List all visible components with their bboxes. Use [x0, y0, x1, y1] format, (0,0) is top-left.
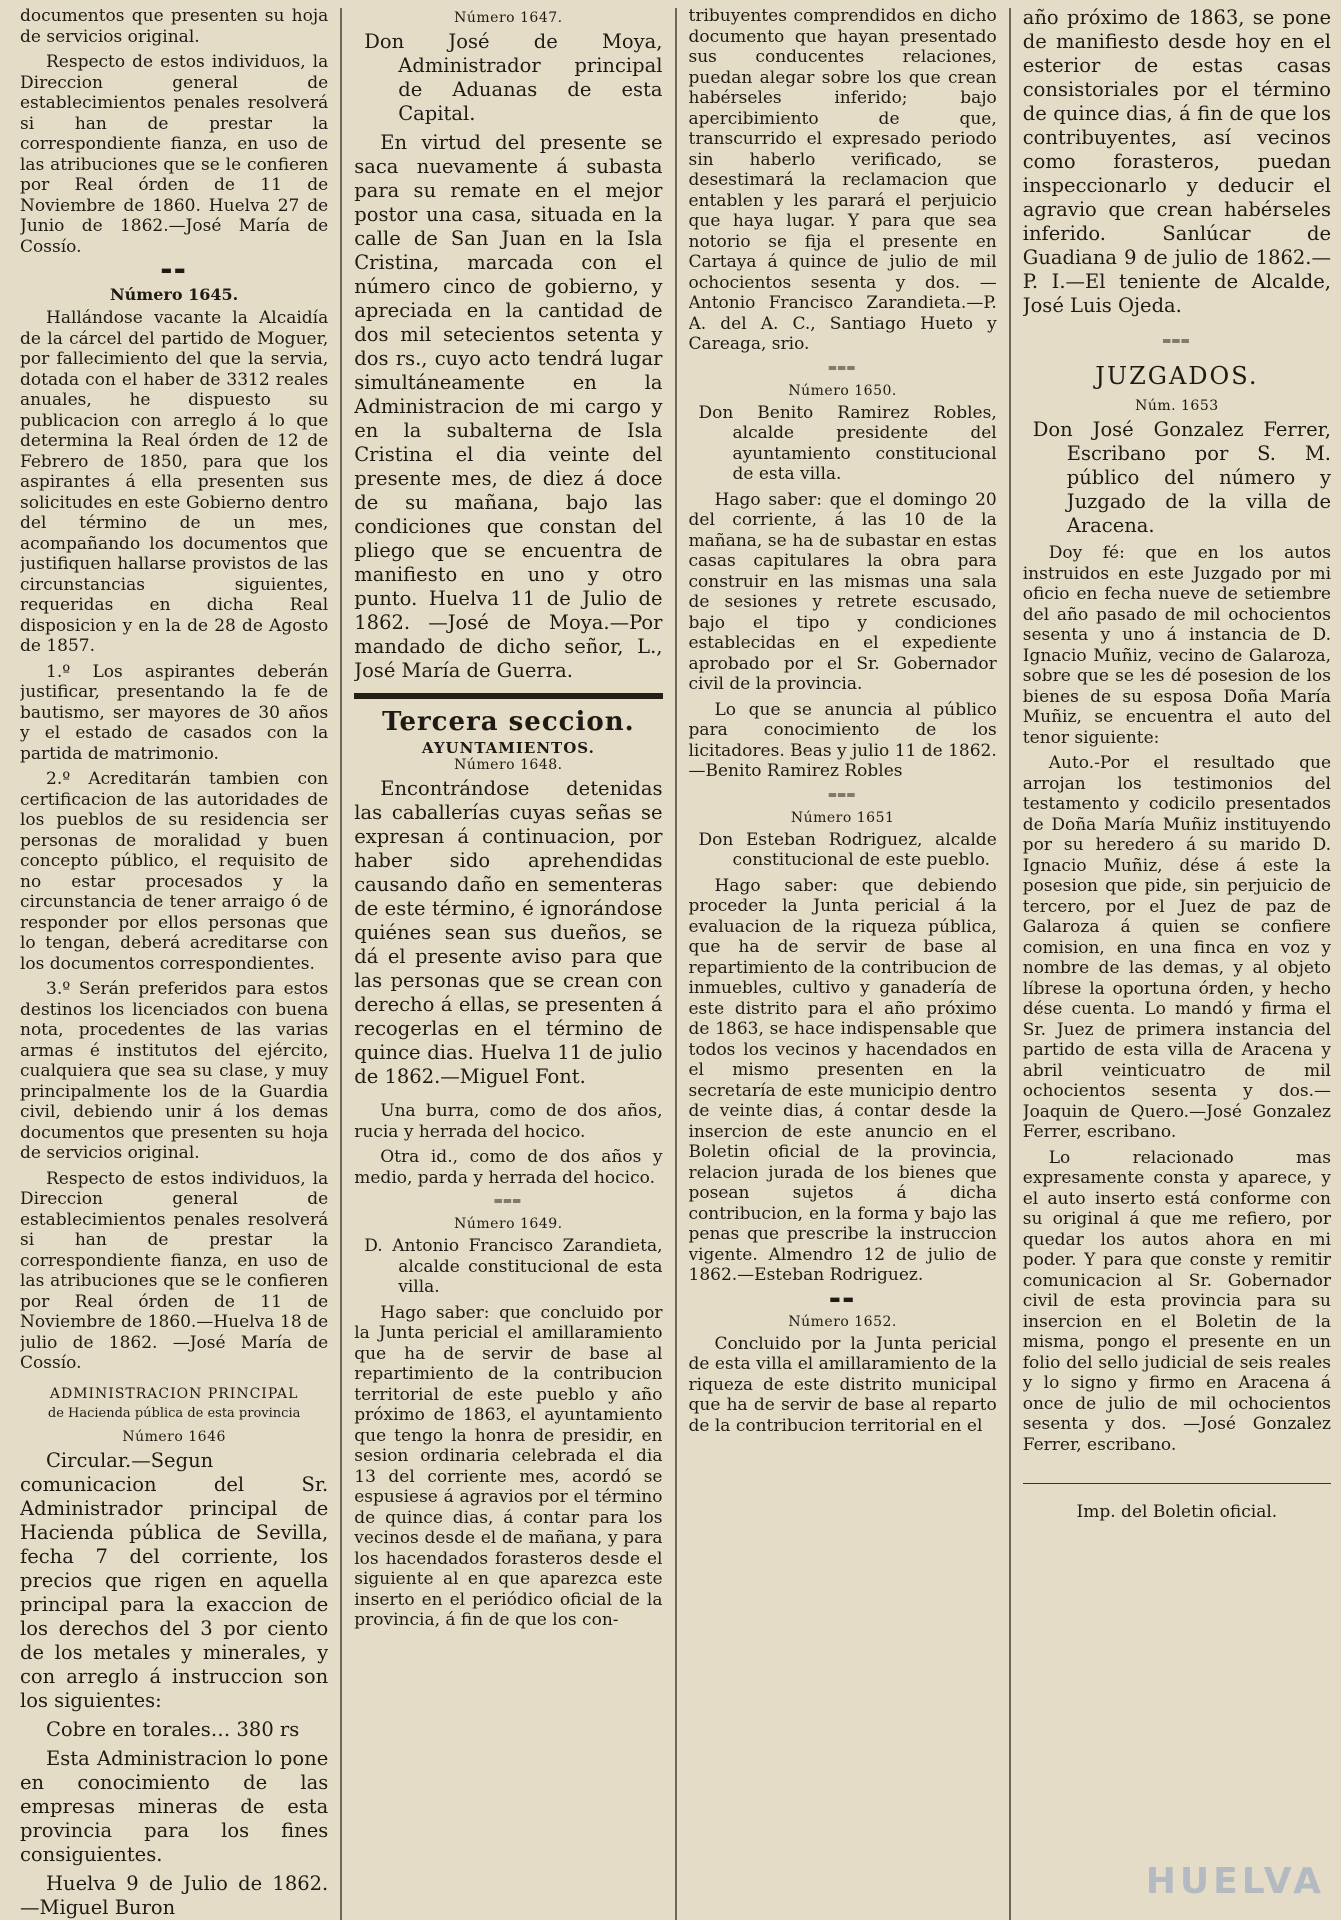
notice-1646-closing: Esta Administracion lo pone en conocimiento de las empresas mineras de esta provincia para los fines consiguientes. [20, 1746, 329, 1866]
notice-1645-item-2: 2.º Acreditarán tambien con certificacion de las autoridades de los pueblos de su residencia ser personas de moralidad y buen concepto público, el requisito de no estar procesados y la circunstancia de tener arraigo ó de responder por ellos personas que lo tengan, deberá acreditarse con los documentos correspondientes. [20, 769, 329, 974]
notice-1653-body: Doy fé: que en los autos instruidos en este Juzgado por mi oficio en fecha nueve de setiembre del año pasado de mil ochocientos sesenta y uno á instancia de D. Ignacio Muñiz, vecino de Galaroza, sobre que se les dé posesion de los bienes de su esposa Doña María Muñiz, se encuentra el auto del tenor siguiente: [1022, 543, 1331, 748]
notice-1645-item-1: 1.º Los aspirantes deberán justificar, presentando la fe de bautismo, ser mayores de 30 años y el estado de casados con la partida de matrimonio. [20, 661, 329, 764]
notice-1651-heading: Don Esteban Rodriguez, alcalde constitucional de este pueblo. [698, 829, 997, 870]
notice-number-1650: Número 1650. [788, 382, 897, 399]
notice-number-1653: Núm. 1653 [1135, 398, 1219, 414]
separator: ▬▬ [160, 263, 188, 277]
notice-number-1648: Número 1648. [454, 757, 563, 773]
notice-1645-item-3: 3.º Serán preferidos para estos destinos los licenciados con buena nota, procedentes de las varias armas é institutos del ejército, cualquiera que sea su clase, y muy principalmente los de la Guardia civil, debiendo unir á los demas documentos que presenten su hoja de servicios original. [20, 979, 329, 1163]
notice-1651-body: Hago saber: que debiendo proceder la Junta pericial á la evaluacion de la riqueza pública, que ha de servir de base al repartimiento de la contribucion de inmuebles, cultivo y ganadería de este distrito para el año próximo de 1863, se hace indispensable que todos los vecinos y hacendados en el mismo presenten en la secretaría de este municipio dentro de veinte dias, á contar desde la insercion de este anuncio en el Boletin oficial de la provincia, relacion jurada de los bienes que posean sujetos á dicha contribucion, en la forma y bajo las penas que prescribe la instruccion vigente. Almendro 12 de julio de 1862.—Esteban Rodriguez. [688, 875, 997, 1285]
separator: ═══ [494, 1194, 523, 1208]
column-rule [1009, 8, 1011, 1920]
juzgados-title: JUZGADOS. [1095, 362, 1259, 390]
admin-heading: ADMINISTRACION PRINCIPAL [49, 1385, 299, 1402]
archive-watermark: HUELVA [1145, 1861, 1325, 1902]
notice-1649-heading: D. Antonio Francisco Zarandieta, alcalde constitucional de esta villa. [364, 1236, 663, 1297]
notice-1648-item-burra: Una burra, como de dos años, rucia y herrada del hocico. [354, 1101, 663, 1142]
notice-1645-body: Hallándose vacante la Alcaidía de la cárcel del partido de Moguer, por fallecimiento del que la servia, dotada con el haber de 3312 reales anuales, he dispuesto su publicacion con arreglo á lo que determina la Real órden de 12 de Febrero de 1850, para que los aspirantes á ella presenten sus solicitudes en este Gobierno dentro del término de un mes, acompañando los documentos que justifiquen hallarse provistos de las circunstancias siguientes, requeridas en dicha Real disposicion y en la de 28 de Agosto de 1857. [20, 308, 329, 656]
notice-number-1649: Número 1649. [454, 1216, 563, 1232]
notice-1652-continuation: año próximo de 1863, se pone de manifiesto desde hoy en el esterior de estas casas consistoriales por el término de quince dias, á fin de que los contribuyentes, así vecinos como forasteros, puedan inspeccionarlo y deducir el agravio que crean habérseles inferido. Sanlúcar de Guadiana 9 de julio de 1862.— P. I.—El teniente de Alcalde, José Luis Ojeda. [1022, 6, 1331, 317]
notice-1653-heading: Don José Gonzalez Ferrer, Escribano por S. M. público del número y Juzgado de la villa de Aracena. [1032, 418, 1331, 537]
admin-subheading: de Hacienda pública de esta provincia [47, 1405, 301, 1421]
notice-number-1646: Número 1646 [122, 1428, 226, 1445]
separator: ═══ [828, 360, 857, 375]
notice-1647-body: En virtud del presente se saca nuevamente á subasta para su remate en el mejor postor una casa, situada en la calle de San Juan en la Isla Cristina, marcada con el número cinco de gobierno, y apreciada en la cantidad de dos mil setecientos setenta y dos rs., cuyo acto tendrá lugar simultáneamente en la Administracion de mi cargo y en la subalterna de Isla Cristina el dia veinte del presente mes, de diez á doce de su mañana, bajo las condiciones que constan del pliego que se encuentra de manifiesto en uno y otro punto. Huelva 11 de Julio de 1862. —José de Moya.—Por mandado de dicho señor, L., José María de Guerra. [354, 131, 663, 682]
paragraph-respecto-1: Respecto de estos individuos, la Direccion general de establecimientos penales resolverá si han de prestar la correspondiente fianza, en uso de las atribuciones que se le confieren por Real órden de 11 de Noviembre de 1860. Huelva 27 de Junio de 1862.—José María de Cossío. [20, 52, 329, 257]
section-header [354, 693, 662, 757]
notice-1649-continuation: tribuyentes comprendidos en dicho documento que hayan presentado sus conducentes relaciones, puedan alegar sobre los que crean habérseles inferido; bajo apercibimiento de que, transcurrido el expresado periodo sin haberlo verificado, se desestimará la reclamacion que entablen y les parará el perjuicio que haya lugar. Y para que sea notorio se fija el presente en Cartaya á quince de julio de mil ochocientos sesenta y dos. —Antonio Francisco Zarandieta.—P. A. del A. C., Santiago Hueto y Careaga, srio. [688, 6, 997, 354]
notice-1645-respecto: Respecto de estos individuos, la Direccion general de establecimientos penales resolverá si han de prestar la correspondiente fianza, en uso de las atribuciones que se le confieren por Real órden de 11 de Noviembre de 1860.—Huelva 18 de julio de 1862. —José María de Cossío. [20, 1168, 329, 1373]
column-1 [20, 6, 328, 1920]
notice-1649-body: Hago saber: que concluido por la Junta pericial el amillaramiento que ha de servir de base al repartimiento de la contribucion territorial de este pueblo y año próximo de 1863, el ayuntamiento que tengo la honra de presidir, en sesion ordinaria celebrada el dia 13 del corriente mes, acordó se espusiese á agravios por el término de quince dias, á contar para los vecinos desde el de mañana, y para los hacendados forasteros desde el siguiente al en que aparezca este inserto en el periódico oficial de la provincia, á fin de que los con- [354, 1302, 663, 1630]
notice-1650-heading: Don Benito Ramirez Robles, alcalde presidente del ayuntamiento constitucional de esta villa. [698, 402, 997, 484]
notice-number-1647: Número 1647. [454, 10, 563, 26]
section-title: Tercera seccion. [382, 707, 635, 737]
cobre-price-line: Cobre en torales… 380 rs [46, 1717, 300, 1741]
notice-1648-item-otra: Otra id., como de dos años y medio, parda y herrada del hocico. [354, 1147, 663, 1188]
column-rule [675, 8, 677, 1920]
column-rule [340, 8, 342, 1920]
notice-1647-heading: Don José de Moya, Administrador principal de Aduanas de esta Capital. [364, 30, 663, 125]
section-subtitle: AYUNTAMIENTOS. [421, 739, 595, 757]
notice-1653-closing: Lo relacionado mas expresamente consta y aparece, y el auto inserto está conforme con su original á que me refiero, por quedar los autos ahora en mi poder. Y para que conste y remitir comunicacion al Sr. Gobernador civil de esta provincia para su insercion en el Boletin de la misma, pongo el presente en un folio del sello judicial de seis reales y lo signo y firmo en Aracena á once de julio de mil ochocientos sesenta y dos. —José Gonzalez Ferrer, escribano. [1022, 1147, 1331, 1455]
notice-1646-body: Circular.—Segun comunicacion del Sr. Administrador principal de Hacienda pública de Sevilla, fecha 7 del corriente, los precios que rigen en aquella principal para la exaccion de los derechos del 3 por ciento de los metales y minerales, y con arreglo á instruccion son los siguientes: [20, 1448, 329, 1712]
column-2 [354, 6, 662, 1920]
column-4 [1023, 6, 1331, 1920]
separator: ▬▬ [829, 1291, 856, 1306]
notice-1650-closing: Lo que se anuncia al público para conocimiento de los licitadores. Beas y julio 11 de 1862.—Benito Ramirez Robles [688, 699, 997, 781]
notice-1648-body: Encontrándose detenidas las caballerías cuyas señas se expresan á continuacion, por haber sido aprehendidas causando daño en sementeras de este término, é ignorándose quiénes sean sus dueños, se dá el presente aviso para que las personas que se crean con derecho á ellas, se presenten á recogerlas en el término de quince dias. Huelva 11 de julio de 1862.—Miguel Font. [354, 777, 663, 1088]
notice-number-1645: Número 1645. [110, 285, 239, 304]
column-3 [689, 6, 997, 1920]
notice-1653-auto: Auto.-Por el resultado que arrojan los testimonios del testamento y codicilo presentados de Doña María Muñiz instituyendo por su heredero á su marido D. Ignacio Muñiz, dése á este la posesion que pide, sin perjuicio de tercero, por el Juez de paz de Galaroza á quien se confiere comision, en una finca en voz y nombre de las demas, y al objeto líbrese la oportuna órden, y hecho dése cuenta. Lo mandó y firma el Sr. Juez de primera instancia del partido de esta villa de Aracena y abril veinticuatro de mil ochocientos sesenta y dos.—Joaquin de Quero.—José Gonzalez Ferrer, escribano. [1022, 753, 1331, 1142]
notice-number-1651: Número 1651 [790, 809, 895, 826]
notice-1650-body: Hago saber: que el domingo 20 del corriente, á las 10 de la mañana, se ha de subastar en estas casas capitulares la obra para construir en las mismas una sala de sesiones y retrete escusado, bajo el tipo y condiciones establecidas en el expediente aprobado por el Sr. Gobernador civil de la provincia. [688, 489, 997, 694]
notice-1652-body: Concluido por la Junta pericial de esta villa el amillaramiento de la riqueza de este distrito municipal que ha de servir de base al reparto de la contribucion territorial en el [688, 1333, 997, 1436]
notice-1646-signature: Huelva 9 de Julio de 1862. —Miguel Buron [20, 1871, 329, 1919]
paragraph-hoja: documentos que presenten su hoja de servicios original. [20, 6, 329, 47]
separator: ═══ [828, 787, 857, 802]
notice-number-1652: Número 1652. [788, 1313, 897, 1330]
separator: ═══ [1163, 334, 1191, 348]
printer-imprint: Imp. del Boletin oficial. [1023, 1483, 1331, 1522]
